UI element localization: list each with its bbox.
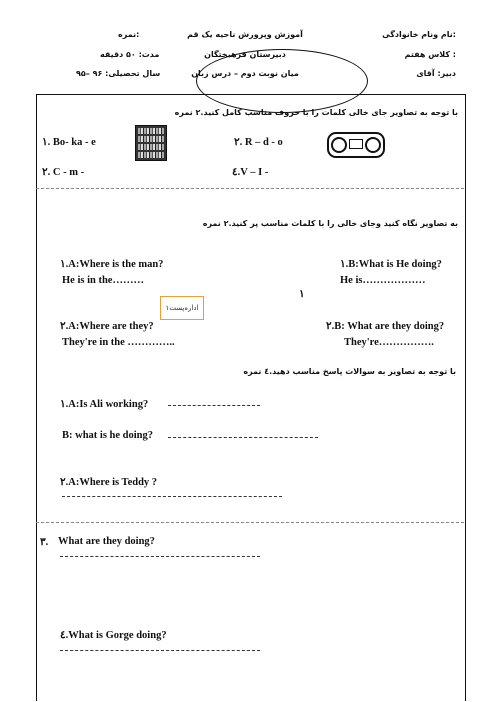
- answer-line[interactable]: [168, 437, 318, 438]
- blank-word-2: ۲. R – d - o: [234, 137, 283, 148]
- post-office-image-label: ۱اداره‌پست: [160, 296, 204, 320]
- q3-1-question: ۱.A:Is Ali working?: [60, 399, 149, 410]
- blank-word-4: ٤.V – I -: [232, 167, 269, 178]
- q3-3-question: What are they doing?: [58, 536, 155, 547]
- answer-line[interactable]: [60, 556, 260, 557]
- q3-4-question: ٤.What is Gorge doing?: [60, 630, 167, 641]
- q1-question-b: ۱.B:What is He doing?: [340, 259, 442, 270]
- class-label: کلاس هفتم :: [404, 50, 456, 59]
- q2-answer-a: They're in the …………..: [62, 337, 175, 348]
- duration-label: مدت: ۵۰ دقیقه: [100, 50, 160, 59]
- section3-instruction: با توجه به تصاویر به سوالات پاسخ مناسب دهید.٤ نمره: [243, 367, 456, 376]
- q2-question-a: ۲.A:Where are they?: [60, 321, 154, 332]
- section2-instruction: به تصاویر نگاه کنید وجای خالی را با کلمات مناسب پر کنید.۲ نمره: [202, 219, 458, 228]
- org-title: آموزش وپرورش ناحیه یک قم: [187, 30, 303, 39]
- blank-word-3: ۲. C - m -: [42, 167, 85, 178]
- answer-line[interactable]: [60, 650, 260, 651]
- score-label: نمره:: [118, 30, 140, 39]
- q3-3-number: ۳.: [40, 537, 49, 548]
- q1-answer-b: He is………………: [340, 275, 426, 286]
- exam-title: میان نوبت دوم – درس زبان: [191, 69, 299, 78]
- blank-word-1: ۱. Bo- ka - e: [42, 137, 96, 148]
- q1-answer-a: He is in the………: [62, 275, 144, 286]
- radio-image: [327, 132, 385, 158]
- section-divider: [36, 522, 464, 524]
- section1-instruction: با توجه به تصاویر جای خالی کلمات را با حروف مناسب کامل کنید.۲ نمره: [174, 108, 458, 117]
- teacher-label: دبیر: آقای: [416, 69, 456, 78]
- section-divider: [36, 188, 464, 190]
- answer-line[interactable]: [168, 405, 260, 406]
- school-name: دبیرستان فرهیختگان: [204, 50, 286, 59]
- q2-answer-b: They're…………….: [344, 337, 434, 348]
- stray-mark: ۱: [299, 289, 305, 300]
- student-name-label: نام ونام خانوادگی:: [382, 30, 456, 39]
- school-year-label: سال تحصیلی: ۹۶ –۹۵: [76, 69, 161, 78]
- q3-2-question: ۲.A:Where is Teddy ?: [60, 477, 158, 488]
- q1-question-a: ۱.A:Where is the man?: [60, 259, 164, 270]
- q3-1-followup: B: what is he doing?: [62, 430, 154, 441]
- answer-line[interactable]: [62, 496, 282, 497]
- q2-question-b: ۲.B: What are they doing?: [326, 321, 445, 332]
- bookcase-image: [135, 125, 167, 161]
